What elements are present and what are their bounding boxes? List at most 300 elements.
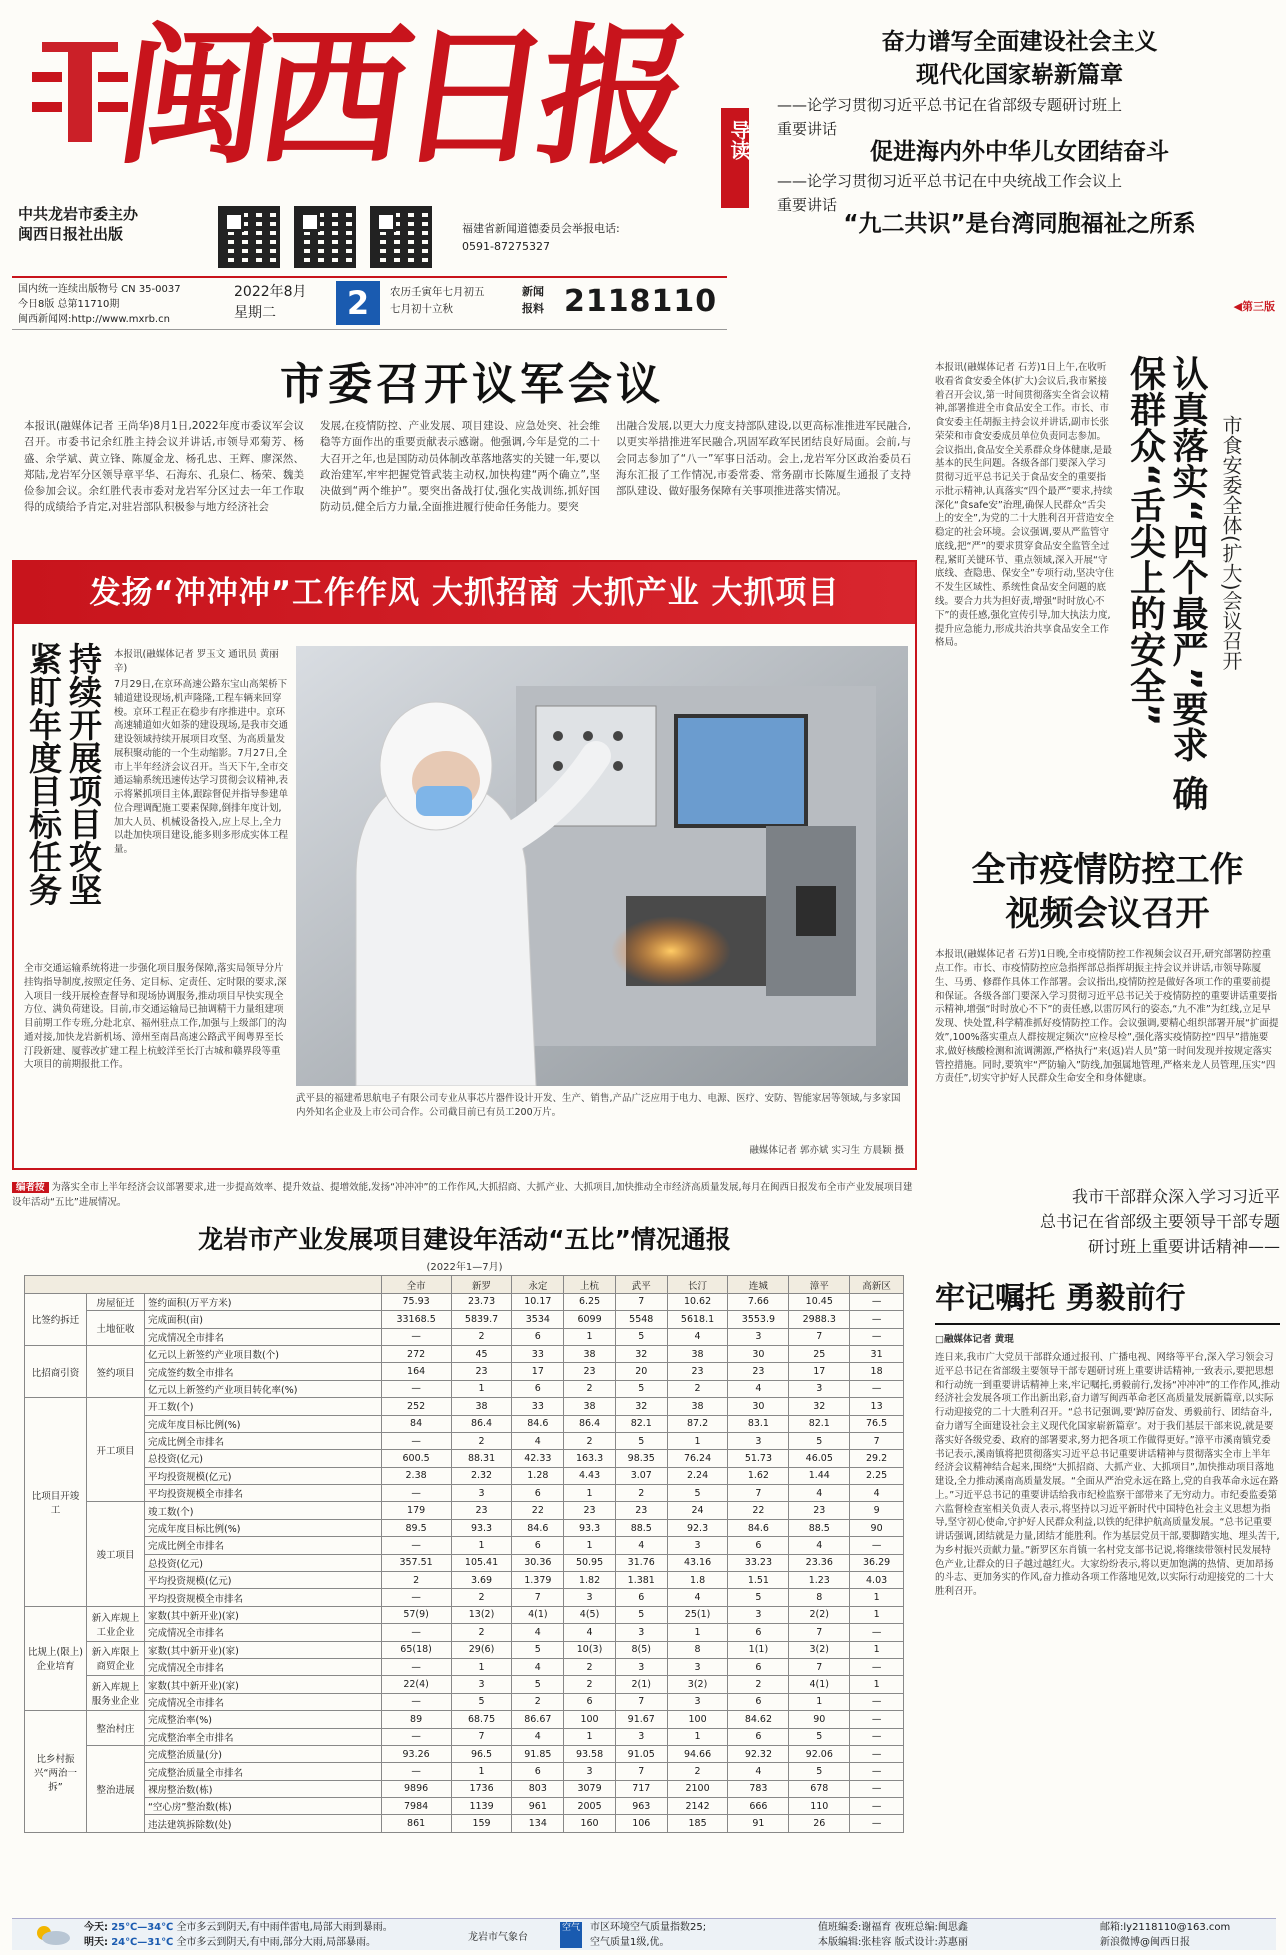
newspaper-seal-icon	[32, 32, 128, 152]
table-value-cell: 1.51	[728, 1572, 789, 1589]
table-value-cell: 31.76	[615, 1554, 667, 1571]
table-value-cell: 1.381	[615, 1572, 667, 1589]
table-value-cell: 1	[850, 1589, 904, 1606]
table-value-cell: —	[850, 1311, 904, 1328]
table-value-cell: 803	[512, 1780, 564, 1797]
cadre-body: 连日来,我市广大党员干部群众通过报刊、广播电视、网络等平台,深入学习领会习近平总书记在省部级主要领导干部专题研讨班上重要讲话精神,一致表示,要把思想和行动统一到重要讲话精神上来,牢记嘱托,勇毅前行,发扬“冲冲冲”的工作作风,推动经济社会发展各项工作出新出彩,奋力谱写闽西革命老区高质量发展新篇章,以实际行动迎接党的二十大胜利召开。“总书记强调,要‘踔厉奋发、勇毅前行、团结奋斗,奋力谱写全面建设社会主义现代化国家崭新篇章’。对于我们基层干部来说,就是要落实好各级党委、政府的部署要求,努力把各项工作做得更好。”漳平市溪南镇党委书记表示,溪南镇将把贯彻落实习近平总书记重要讲话精神与贯彻落实全市上半年经济会议精神结合起来,围绕“大抓招商、大抓产业、大抓项目”,加快推动项目落地建设,全力推动溪南高质量发展。“全面从严治党永远在路上,党的自我革命永远在路上。”习近平总书记的重要讲话给我市纪检监察干部带来了无穷动力。市纪委监委第六监督检查室相关负责人表示,将坚持以习近平新时代中国特色社会主义思想为指导,坚守初心使命,守护好人民群众利益,以铁的纪律护航高质量发展。“总书记重要讲话强调,团结就是力量,团结才能胜利。作为基层党员干部,要脚踏实地、埋头苦干,为乡村振兴贡献力量。”新罗区东肖镇一名村党支部书记说,将继续带领村民发展特色产业,让群众的日子越过越红火。大家纷纷表示,将以更加饱满的热情、更加昂扬的斗志、更加务实的作风,奋力推动各项工作落地见效,以实际行动迎接党的二十大胜利召开。	[935, 1352, 1280, 1598]
table-value-cell: 1	[564, 1537, 616, 1554]
table-value-cell: 272	[381, 1345, 451, 1362]
inquiry-hotline: 福建省新闻道德委员会举报电话: 0591-87275327	[462, 222, 620, 253]
table-row	[25, 1624, 904, 1641]
table-value-cell: 2.25	[850, 1467, 904, 1484]
editor-note-tag: 编者按	[12, 1182, 49, 1193]
table-value-cell: 17	[512, 1363, 564, 1380]
table-value-cell: 783	[728, 1780, 789, 1797]
day-number: 2	[336, 281, 380, 325]
table-value-cell: 2	[451, 1624, 512, 1641]
table-value-cell: 106	[615, 1815, 667, 1832]
editor-credits: 值班编委:谢福育 夜班总编:闽思鑫 本版编辑:张桂容 版式设计:苏惠丽	[818, 1922, 968, 1948]
table-row	[25, 1467, 904, 1484]
table-value-cell: 1.379	[512, 1572, 564, 1589]
table-item-cell: 竣工数(个)	[145, 1502, 382, 1519]
table-value-cell: —	[381, 1658, 451, 1675]
table-value-cell: 2	[667, 1380, 728, 1397]
guide-item[interactable]: 奋力谱写全面建设社会主义 现代化国家崭新篇章 ——论学习贯彻习近平总书记在省部级专题研讨班上 重要讲话	[777, 29, 1158, 138]
lead-body-col1: 本报讯(融媒体记者 王尚华)8月1日,2022年度市委议军会议召开。市委书记余红胜主持会议并讲话,市领导邓菊芳、杨盛、余学斌、黄立锋、陈厦金龙、杨孔忠、王辉、廖深然、郑陆,龙岩军分区领导章平华、石海东、孔泉仁、杨荣、魏美俭参加会议。余红胜代表市委对龙岩军分区过去一年工作取得的成绩给予肯定,对驻岩部队积极参与地方经济社会	[24, 420, 304, 514]
table-item-cell: 完成整治率(%)	[145, 1711, 382, 1728]
table-value-cell: 23	[564, 1502, 616, 1519]
table-value-cell: 76.5	[850, 1415, 904, 1432]
table-value-cell: 94.66	[667, 1745, 728, 1762]
table-group-cell: 比签约拆迁	[25, 1293, 87, 1345]
contact-info[interactable]: 邮箱:ly2118110@163.com 新浪微博@闽西日报	[1100, 1922, 1231, 1948]
table-value-cell: —	[850, 1798, 904, 1815]
table-value-cell: 4	[728, 1380, 789, 1397]
table-value-cell: 7	[615, 1763, 667, 1780]
table-value-cell: 91.05	[615, 1745, 667, 1762]
table-value-cell: 1139	[451, 1798, 512, 1815]
table-subgroup-cell: 签约项目	[87, 1345, 145, 1397]
table-value-cell: 2142	[667, 1798, 728, 1815]
table-value-cell: 7.66	[728, 1293, 789, 1310]
table-value-cell: 2	[451, 1328, 512, 1345]
table-value-cell: 5548	[615, 1311, 667, 1328]
food-safety-story	[935, 355, 1280, 875]
table-value-cell: 4(5)	[564, 1606, 616, 1623]
table-value-cell: 4	[512, 1624, 564, 1641]
table-row	[25, 1345, 904, 1362]
table-value-cell: 13(2)	[451, 1606, 512, 1623]
table-value-cell: —	[850, 1537, 904, 1554]
table-value-cell: 3553.9	[728, 1311, 789, 1328]
table-value-cell: 84.6	[512, 1519, 564, 1536]
table-value-cell: 160	[564, 1815, 616, 1832]
table-value-cell: 30.36	[512, 1554, 564, 1571]
table-row	[25, 1606, 904, 1623]
table-value-cell: 2	[615, 1485, 667, 1502]
table-value-cell: 7	[789, 1328, 850, 1345]
table-item-cell: 平均投资规模全市排名	[145, 1589, 382, 1606]
table-value-cell: 5839.7	[451, 1311, 512, 1328]
table-value-cell: 4	[850, 1485, 904, 1502]
table-value-cell: 6	[512, 1485, 564, 1502]
table-value-cell: 5	[789, 1763, 850, 1780]
table-item-cell: 完成比例全市排名	[145, 1537, 382, 1554]
table-value-cell: 98.35	[615, 1450, 667, 1467]
table-value-cell: 1.44	[789, 1467, 850, 1484]
table-value-cell: —	[850, 1780, 904, 1797]
table-value-cell: 5	[667, 1485, 728, 1502]
table-value-cell: 3	[451, 1485, 512, 1502]
table-value-cell: 86.4	[564, 1415, 616, 1432]
table-value-cell: 3	[564, 1589, 616, 1606]
table-value-cell: 92.06	[789, 1745, 850, 1762]
table-value-cell: 3	[728, 1328, 789, 1345]
table-value-cell: 10.17	[512, 1293, 564, 1310]
table-value-cell: —	[850, 1328, 904, 1345]
report-title[interactable]: 龙岩市产业发展项目建设年活动“五比”情况通报	[198, 1225, 731, 1255]
table-item-cell: 家数(其中新开业)(家)	[145, 1641, 382, 1658]
table-value-cell: 5	[451, 1693, 512, 1710]
table-value-cell: 88.5	[789, 1519, 850, 1536]
table-value-cell: 179	[381, 1502, 451, 1519]
feature-body-part1: 7月29日,在京环高速公路东宝山高架桥下辅道建设现场,机声隆隆,工程车辆来回穿梭。京环工程正在稳步有序推进中。京环高速辅道如火如荼的建设现场,是我市交通建设领域持续开展项目攻坚、为高质量发展积聚动能的一个生动缩影。7月27日,全市上半年经济会议召开。当天下午,全市交通运输系统迅速传达学习贯彻会议精神,表示将紧抓项目主体,跟踪督促并指导参建单位合理调配施工要素保障,倒排年度计划,加大人员、机械设备投入,应上尽上,全力以赴加快项目建设,能多则多形成实体工程量。	[114, 679, 289, 856]
epidemic-headline[interactable]: 全市疫情防控工作 视频会议召开	[971, 850, 1244, 935]
table-row	[25, 1728, 904, 1745]
table-value-cell: —	[381, 1537, 451, 1554]
table-subgroup-cell: 整治进展	[87, 1745, 145, 1832]
table-value-cell: 23	[564, 1363, 616, 1380]
table-group-cell: 比招商引资	[25, 1345, 87, 1397]
table-value-cell: 2	[564, 1432, 616, 1449]
table-value-cell: —	[850, 1658, 904, 1675]
table-value-cell: 23.73	[451, 1293, 512, 1310]
weather-forecast: 今天: 25℃—34℃ 全市多云到阴天,有中雨伴雷电,局部大雨到暴雨。 明天: 24℃—31℃ 全市多云到阴天,有中雨,部分大雨,局部暴雨。	[84, 1922, 393, 1948]
photo-credit: 融媒体记者 郭亦斌 实习生 方晨颖 摄	[749, 1145, 904, 1156]
table-value-cell: 6	[615, 1589, 667, 1606]
table-value-cell: 38	[564, 1345, 616, 1362]
table-value-cell: 50.95	[564, 1554, 616, 1571]
table-value-cell: 1	[850, 1676, 904, 1693]
table-value-cell: 51.73	[728, 1450, 789, 1467]
table-value-cell: 4(1)	[789, 1676, 850, 1693]
table-value-cell: 33	[512, 1398, 564, 1415]
table-value-cell: 1	[451, 1537, 512, 1554]
table-value-cell: 5	[615, 1328, 667, 1345]
table-value-cell: 33.23	[728, 1554, 789, 1571]
feature-banner: 发扬“冲冲冲”工作作风 大抓招商 大抓产业 大抓项目	[14, 562, 915, 624]
epidemic-story	[935, 848, 1280, 1218]
table-value-cell: 91.85	[512, 1745, 564, 1762]
page-reference[interactable]: ◀第三版	[1233, 300, 1275, 313]
table-value-cell: —	[850, 1293, 904, 1310]
table-value-cell: 7	[850, 1432, 904, 1449]
table-value-cell: —	[850, 1380, 904, 1397]
table-value-cell: 5	[615, 1432, 667, 1449]
table-value-cell: 1	[451, 1658, 512, 1675]
table-row	[25, 1641, 904, 1658]
table-value-cell: 8	[789, 1589, 850, 1606]
table-value-cell: 6	[512, 1537, 564, 1554]
table-item-cell: 完成整治质量(分)	[145, 1745, 382, 1762]
newspaper-logo: 闽西日报	[107, 9, 693, 185]
table-value-cell: 3.07	[615, 1467, 667, 1484]
table-value-cell: 29.2	[850, 1450, 904, 1467]
table-value-cell: 3(2)	[667, 1676, 728, 1693]
feature-byline: 本报讯(融媒体记者 罗玉文 通讯员 黄丽辛)	[114, 649, 279, 674]
table-value-cell: 3(2)	[789, 1641, 850, 1658]
table-value-cell: 18	[850, 1363, 904, 1380]
air-quality-info: 市区环境空气质量指数25; 空气质量1级,优。	[590, 1922, 707, 1948]
table-item-cell: 家数(其中新开业)(家)	[145, 1606, 382, 1623]
table-subgroup-cell: 竣工项目	[87, 1502, 145, 1606]
table-value-cell: 8	[667, 1641, 728, 1658]
table-value-cell: 6.25	[564, 1293, 616, 1310]
table-item-cell: 平均投资规模全市排名	[145, 1485, 382, 1502]
table-value-cell: 8(5)	[615, 1641, 667, 1658]
cadre-headline[interactable]: 牢记嘱托 勇毅前行	[935, 1273, 1280, 1325]
table-row	[25, 1380, 904, 1397]
table-value-cell: —	[381, 1693, 451, 1710]
table-value-cell: 6	[564, 1693, 616, 1710]
table-value-cell: 25(1)	[667, 1606, 728, 1623]
report-section	[12, 1180, 917, 1833]
table-value-cell: 1.82	[564, 1572, 616, 1589]
table-value-cell: —	[850, 1693, 904, 1710]
table-value-cell: 20	[615, 1363, 667, 1380]
table-value-cell: 2	[564, 1676, 616, 1693]
table-value-cell: 68.75	[451, 1711, 512, 1728]
guide-item[interactable]: “九二共识”是台湾同胞福祉之所系	[843, 211, 1196, 237]
table-header: 武平	[615, 1276, 667, 1293]
table-value-cell: 666	[728, 1798, 789, 1815]
table-value-cell: 7	[789, 1624, 850, 1641]
table-row	[25, 1693, 904, 1710]
table-row	[25, 1763, 904, 1780]
table-value-cell: 3	[728, 1606, 789, 1623]
table-value-cell: —	[381, 1485, 451, 1502]
table-value-cell: —	[850, 1624, 904, 1641]
table-value-cell: 23	[451, 1363, 512, 1380]
table-value-cell: —	[381, 1328, 451, 1345]
table-row	[25, 1745, 904, 1762]
table-value-cell: 600.5	[381, 1450, 451, 1467]
table-subgroup-cell: 新入库限上商贸企业	[87, 1641, 145, 1676]
table-value-cell: 23.36	[789, 1554, 850, 1571]
cadre-byline: □融媒体记者 黄琨	[935, 1334, 1014, 1346]
lead-body-col2: 发展,在疫情防控、产业发展、项目建设、应急处突、社会维稳等方面作出的重要贡献表示感谢。他强调,今年是党的二十大召开之年,也是国防动员体制改革落地落实的关键一年,要以政治建军,牢牢把握党管武装主动权,加快构建“两个确立”,坚决做到“两个维护”。要突出备战打仗,强化实战训练,抓好国防动员,健全后方力量,全面推进履行使命任务能力。要突	[320, 420, 600, 514]
feature-photo[interactable]	[296, 646, 908, 1086]
table-value-cell: 23	[789, 1502, 850, 1519]
table-subgroup-cell: 房屋征迁	[87, 1293, 145, 1310]
table-value-cell: 23	[451, 1502, 512, 1519]
table-value-cell: —	[381, 1624, 451, 1641]
table-value-cell: 1	[564, 1728, 616, 1745]
table-header: 新罗	[451, 1276, 512, 1293]
publisher-info: 中共龙岩市委主办 闽西日报社出版	[18, 205, 139, 244]
table-header: 连城	[728, 1276, 789, 1293]
table-value-cell: 10.62	[667, 1293, 728, 1310]
table-value-cell: —	[381, 1589, 451, 1606]
table-value-cell: 7	[615, 1693, 667, 1710]
table-value-cell: 2	[564, 1380, 616, 1397]
food-safety-headline[interactable]: 认真落实“四个最严”要求 确保群众“舌尖上的安全”	[1124, 355, 1208, 811]
table-value-cell: 1(1)	[728, 1641, 789, 1658]
table-value-cell: 87.2	[667, 1415, 728, 1432]
report-table	[24, 1275, 904, 1833]
table-value-cell: 2.24	[667, 1467, 728, 1484]
table-value-cell: 92.3	[667, 1519, 728, 1536]
guide-item[interactable]: 促进海内外中华儿女团结奋斗 ——论学习贯彻习近平总书记在中央统战工作会议上 重要讲话	[777, 139, 1169, 215]
table-value-cell: 23	[667, 1363, 728, 1380]
table-header: 上杭	[564, 1276, 616, 1293]
feature-body-part2: 全市交通运输系统将进一步强化项目服务保障,落实局领导分片挂钩指导制度,按照定任务、定目标、定责任、定时限的要求,深入项目一线开展检查督导和现场协调服务,推动项目早快实现全方位、满负荷建设。目前,市交通运输局已抽调精干力量组建项目前期工作专班,分赴北京、福州驻点工作,加强与上级部门的沟通对接,加快龙岩新机场、漳州至南昌高速公路武平闽粤界至长汀段新建、厦蓉改扩建工程上杭蛟洋至长汀古城和赣界段等重大项目的前期报批工作。	[24, 963, 287, 1071]
table-value-cell: 91.67	[615, 1711, 667, 1728]
table-value-cell: 4	[512, 1728, 564, 1745]
table-group-cell: 比规上(限上)企业培育	[25, 1606, 87, 1710]
table-value-cell: 7984	[381, 1798, 451, 1815]
table-value-cell: 105.41	[451, 1554, 512, 1571]
table-row	[25, 1328, 904, 1345]
issue-info-bar	[12, 276, 727, 330]
table-value-cell: 3	[728, 1432, 789, 1449]
table-value-cell: 84	[381, 1415, 451, 1432]
table-value-cell: 7	[789, 1658, 850, 1675]
qr-code-icon[interactable]	[370, 206, 432, 268]
table-value-cell: 32	[789, 1398, 850, 1415]
table-row	[25, 1572, 904, 1589]
table-value-cell: —	[381, 1728, 451, 1745]
table-value-cell: 1	[789, 1693, 850, 1710]
table-value-cell: 185	[667, 1815, 728, 1832]
table-value-cell: 43.16	[667, 1554, 728, 1571]
table-value-cell: 6	[728, 1624, 789, 1641]
table-value-cell: 22	[728, 1502, 789, 1519]
table-value-cell: 31	[850, 1345, 904, 1362]
table-value-cell: 4.03	[850, 1572, 904, 1589]
table-value-cell: 4	[667, 1589, 728, 1606]
table-value-cell: 3	[451, 1676, 512, 1693]
table-value-cell: 6	[728, 1537, 789, 1554]
table-value-cell: 7	[728, 1485, 789, 1502]
table-item-cell: 完成签约数全市排名	[145, 1363, 382, 1380]
issue-date: 2022年8月 星期二	[234, 284, 307, 321]
table-value-cell: 3.69	[451, 1572, 512, 1589]
table-value-cell: 2100	[667, 1780, 728, 1797]
table-item-cell: 平均投资规模(亿元)	[145, 1467, 382, 1484]
news-hotline[interactable]: 2118110	[564, 284, 718, 319]
masthead	[12, 8, 727, 270]
table-value-cell: 9896	[381, 1780, 451, 1797]
feature-story	[12, 560, 917, 1170]
table-item-cell: 亿元以上新签约产业项目数(个)	[145, 1345, 382, 1362]
table-value-cell: 57(9)	[381, 1606, 451, 1623]
factory-worker-photo	[296, 646, 908, 1086]
table-value-cell: 33	[512, 1345, 564, 1362]
qr-code-icon[interactable]	[218, 206, 280, 268]
table-value-cell: 65(18)	[381, 1641, 451, 1658]
table-value-cell: 3	[615, 1624, 667, 1641]
table-header: 全市	[381, 1276, 451, 1293]
table-value-cell: 1	[451, 1380, 512, 1397]
table-row	[25, 1676, 904, 1693]
lunar-date: 农历壬寅年七月初五 七月初十立秋	[390, 286, 485, 315]
table-item-cell: 完成整治率全市排名	[145, 1728, 382, 1745]
table-value-cell: —	[850, 1763, 904, 1780]
table-value-cell: 3	[615, 1658, 667, 1675]
table-value-cell: 861	[381, 1815, 451, 1832]
table-value-cell: 4	[512, 1432, 564, 1449]
table-value-cell: 3	[789, 1380, 850, 1397]
table-value-cell: 46.05	[789, 1450, 850, 1467]
table-row	[25, 1589, 904, 1606]
table-subgroup-cell: 新入库规上服务业企业	[87, 1676, 145, 1711]
lead-headline[interactable]: 市委召开议军会议	[280, 359, 664, 410]
table-value-cell: 6	[728, 1658, 789, 1675]
table-value-cell: 82.1	[789, 1415, 850, 1432]
table-value-cell: —	[381, 1432, 451, 1449]
table-value-cell: 38	[564, 1398, 616, 1415]
lead-body-col3: 出融合发展,以更大力度支持部队建设,以更高标准推进军民融合,以更实举措推进军民融合,巩固军政军民团结良好局面。会前,与会同志参加了“八一”军事日活动。会上,龙岩军分区政治委员石海东汇报了工作情况,市委常委、常务副市长陈厦生通报了支持部队建设、做好服务保障有关事项推进落实情况。	[616, 420, 911, 498]
table-value-cell: 84.6	[512, 1415, 564, 1432]
table-value-cell: 5618.1	[667, 1311, 728, 1328]
table-value-cell: 5	[728, 1589, 789, 1606]
weather-source: 龙岩市气象台	[468, 1932, 528, 1943]
table-row	[25, 1519, 904, 1536]
table-value-cell: 6	[512, 1380, 564, 1397]
table-value-cell: 1.28	[512, 1467, 564, 1484]
table-value-cell: 3	[667, 1537, 728, 1554]
table-value-cell: 6	[512, 1763, 564, 1780]
table-value-cell: 717	[615, 1780, 667, 1797]
table-value-cell: 76.24	[667, 1450, 728, 1467]
table-value-cell: 83.1	[728, 1415, 789, 1432]
hotline-label: 新闻 报料	[522, 285, 544, 315]
feature-title-main[interactable]: 持续开展项目攻坚	[63, 642, 103, 906]
table-value-cell: —	[381, 1380, 451, 1397]
table-value-cell: 2988.3	[789, 1311, 850, 1328]
table-value-cell: 17	[789, 1363, 850, 1380]
table-value-cell: 2.38	[381, 1467, 451, 1484]
table-value-cell: 678	[789, 1780, 850, 1797]
table-row	[25, 1415, 904, 1432]
table-value-cell: 92.32	[728, 1745, 789, 1762]
table-value-cell: 24	[667, 1502, 728, 1519]
table-value-cell: 29(6)	[451, 1641, 512, 1658]
feature-title-secondary[interactable]: 紧盯年度目标任务	[23, 642, 63, 906]
table-value-cell: 23	[615, 1502, 667, 1519]
table-item-cell: 亿元以上新签约产业项目转化率(%)	[145, 1380, 382, 1397]
table-value-cell: 1.62	[728, 1467, 789, 1484]
table-value-cell: 93.26	[381, 1745, 451, 1762]
table-item-cell: 签约面积(万平方米)	[145, 1293, 382, 1310]
table-value-cell: 159	[451, 1815, 512, 1832]
table-value-cell: 961	[512, 1798, 564, 1815]
table-value-cell: 1736	[451, 1780, 512, 1797]
table-row	[25, 1363, 904, 1380]
table-item-cell: 完成情况全市排名	[145, 1693, 382, 1710]
photo-caption: 武平县的福建希思航电子有限公司专业从事芯片器件设计开发、生产、销售,产品广泛应用于电力、电源、医疗、安防、智能家居等领域,与多家国内外知名企业及上市公司合作。公司截目前已有员工200万片。	[296, 1093, 901, 1118]
table-row	[25, 1537, 904, 1554]
table-item-cell: “空心房”整治数(栋)	[145, 1798, 382, 1815]
table-item-cell: 开工数(个)	[145, 1398, 382, 1415]
table-group-cell: 比乡村振兴“两治一拆”	[25, 1711, 87, 1833]
table-value-cell: 4(1)	[512, 1606, 564, 1623]
table-item-cell: 完成情况全市排名	[145, 1624, 382, 1641]
editor-note: 编者按 为落实全市上半年经济会议部署要求,进一步提高效率、提升效益、提增效能,发扬“冲冲冲”的工作作风,大抓招商、大抓产业、大抓项目,加快推动全市经济高质量发展,每月在闽西日报发布全市产业发展项目建设年活动“五比”进展情况。	[12, 1182, 913, 1209]
table-row	[25, 1798, 904, 1815]
table-value-cell: 2	[451, 1432, 512, 1449]
table-row	[25, 1311, 904, 1328]
table-value-cell: 38	[451, 1398, 512, 1415]
table-value-cell: 1	[667, 1432, 728, 1449]
table-row	[25, 1450, 904, 1467]
issue-number: 国内统一连续出版物号 CN 35-0037 今日8版 总第11710期 闽西新闻网:http://www.mxrb.cn	[18, 284, 181, 325]
table-row	[25, 1293, 904, 1310]
table-value-cell: 4.43	[564, 1467, 616, 1484]
table-header: 永定	[512, 1276, 564, 1293]
qr-code-icon[interactable]	[294, 206, 356, 268]
cadre-story	[935, 1185, 1280, 1891]
table-value-cell: 4	[564, 1624, 616, 1641]
table-value-cell: 4	[512, 1658, 564, 1675]
table-value-cell: 32	[615, 1398, 667, 1415]
food-safety-body: 本报讯(融媒体记者 石芳)1日上午,在收听收看省食安委全体(扩大)会议后,我市紧接着召开会议,第一时间贯彻落实全省会议精神,部署推进全市食品安全工作。市长、市食安委主任胡振主持会议并讲话,副市长张荣荣和市食安委成员单位负责同志参加。会议指出,食品安全关系群众身体健康,是最基本的民生问题。各级各部门要深入学习贯彻习近平总书记关于食品安全的重要指示批示精神,认真落实“四个最严”要求,持续深化“食safe安”治理,确保人民群众“舌尖上的安全”,为党的二十大胜利召开营造安全稳定的社会环境。会议强调,要从严监管守底线,把“严”的要求贯穿食品安全监管全过程,紧盯关键环节、重点领域,深入开展“守底线、查隐患、保安全”专项行动,坚决守住不发生区域性、系统性食品安全问题的底线。要合力共为担好责,增强“时时放心不下”的责任感,强化宣传引导,加大执法力度,提升应急能力,形成共治共享食品安全工作格局。	[935, 362, 1114, 649]
table-value-cell: 5	[512, 1641, 564, 1658]
table-value-cell: 88.5	[615, 1519, 667, 1536]
table-value-cell: 1	[451, 1763, 512, 1780]
table-row	[25, 1658, 904, 1675]
